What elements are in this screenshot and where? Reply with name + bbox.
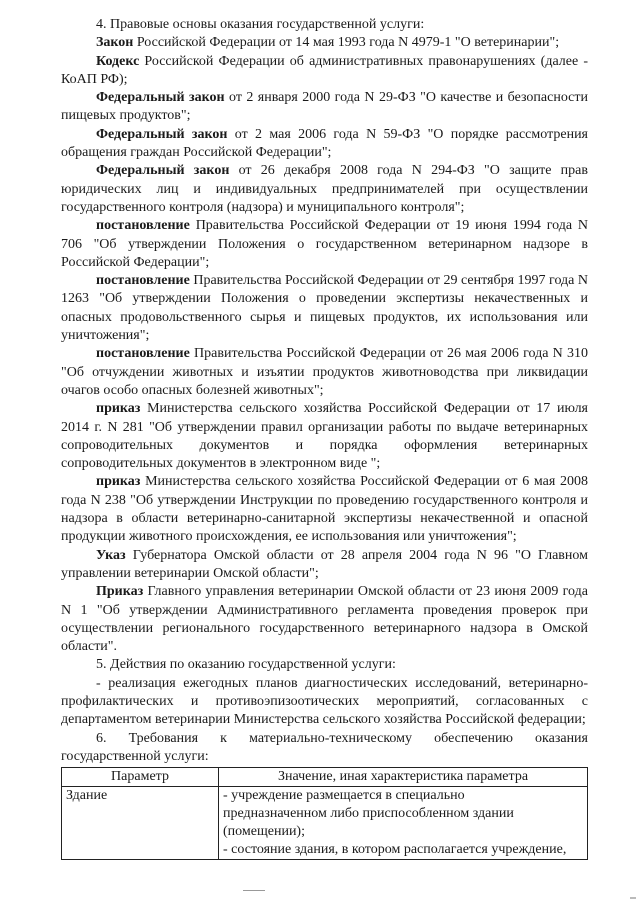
item-text: от 2 января 2000 года N 29-ФЗ "О качестве и безопасности пищевых продуктов";: [61, 90, 589, 124]
value-line: - учреждение размещается в специально: [223, 788, 465, 804]
table-row: [62, 787, 588, 860]
item-lead: Указ: [96, 547, 126, 563]
item-lead: Приказ: [96, 584, 144, 600]
item-text: Правительства Российской Федерации от 29 сентября 1997 года N 1263 "Об утверждении Положения о проведении экспертизы некачественных и опасных продовольственного сырья и пищевых продуктов, их использования или уничтожения";: [61, 273, 588, 344]
item-lead: постановление: [96, 273, 190, 289]
section-6-heading: 6. Требования к материально-техническому обеспечению оказания государственной услуги:: [61, 730, 588, 764]
item-lead: Федеральный закон: [96, 126, 228, 142]
legal-basis-item: [61, 89, 588, 126]
legal-basis-item: [61, 345, 588, 400]
item-text: Российской Федерации от 14 мая 1993 года N 4979-1 "О ветеринарии";: [133, 35, 560, 51]
item-lead: Кодекс: [96, 53, 140, 69]
legal-basis-item: [61, 400, 588, 473]
column-header-value: Значение, иная характеристика параметра: [219, 768, 588, 787]
legal-basis-item: [61, 126, 588, 163]
item-text: Российской Федерации об административных правонарушениях (далее - КоАП РФ);: [61, 53, 588, 87]
legal-basis-item: [61, 473, 588, 546]
item-lead: приказ: [96, 401, 141, 417]
item-lead: приказ: [96, 474, 141, 490]
table-header-row: [62, 768, 588, 787]
section-5-text: - реализация ежегодных планов диагностических исследований, ветеринарно-профилактических и противоэпизоотических мероприятий, согласованных с департаментом ветеринарии Министерства сельского хозяйства Российской федерации;: [61, 675, 588, 728]
scan-mark: [630, 897, 636, 899]
item-text: Правительства Российской Федерации от 26 мая 2006 года N 310 "Об отчуждении животных и изъятии продуктов животноводства при ликвидации очагов особо опасных болезней животных";: [61, 346, 588, 398]
value-line: - состояние здания, в котором располагается учреждение,: [223, 842, 567, 858]
legal-basis-item: [61, 34, 588, 52]
legal-basis-item: [61, 217, 588, 272]
table-cell-parameter: Здание: [62, 787, 219, 860]
item-lead: Федеральный закон: [96, 90, 225, 106]
column-header-parameter: Параметр: [62, 768, 219, 787]
item-text: Министерства сельского хозяйства Российской Федерации от 17 июля 2014 г. N 281 "Об утверждении правил организации работы по выдаче ветеринарных сопроводительных документов и порядка оформления ветеринарных сопроводительных документов в электронном виде ";: [61, 401, 588, 472]
item-text: Правительства Российской Федерации от 19 июня 1994 года N 706 "Об утверждении Положения о государственном ветеринарном надзоре в Российской Федерации";: [61, 218, 588, 270]
value-line: (помещении);: [223, 824, 305, 840]
item-text: Министерства сельского хозяйства Российской Федерации от 6 мая 2008 года N 238 "Об утверждении Инструкции по проведению государственного контроля и надзора в области ветеринарно-санитарной экспертизы некачественной и опасной продукции животного происхождения, ее использования или уничтожения";: [61, 474, 588, 545]
legal-basis-item: [61, 583, 588, 656]
legal-basis-item: [61, 547, 588, 584]
item-text: от 26 декабря 2008 года N 294-ФЗ "О защите прав юридических лиц и индивидуальных предпринимателей при осуществлении государственного контроля (надзора) и муниципального контроля";: [61, 163, 588, 215]
section-5-heading: 5. Действия по оказанию государственной услуги:: [96, 657, 396, 673]
legal-basis-item: [61, 53, 588, 90]
item-text: от 2 мая 2006 года N 59-ФЗ "О порядке рассмотрения обращения граждан Российской Федерации";: [61, 126, 588, 161]
item-lead: постановление: [96, 346, 190, 362]
item-lead: Федеральный закон: [96, 163, 230, 179]
document-body: [61, 16, 588, 860]
table-cell-value: [219, 787, 588, 860]
legal-basis-item: [61, 272, 588, 345]
legal-basis-item: [61, 162, 588, 217]
item-lead: постановление: [96, 218, 190, 234]
scan-mark: [243, 890, 265, 891]
item-text: Главного управления ветеринарии Омской области от 23 июня 2009 года N 1 "Об утверждении Административного регламента проведения проверок при осуществлении регионального государственного ветеринарного надзора в Омской области".: [61, 584, 588, 655]
item-text: Губернатора Омской области от 28 апреля 2004 года N 96 "О Главном управлении ветеринарии Омской области";: [61, 547, 588, 581]
section-4-heading: 4. Правовые основы оказания государственной услуги:: [96, 17, 425, 32]
requirements-table: [61, 767, 588, 860]
value-line: предназначенном либо приспособленном здании: [223, 806, 514, 822]
item-lead: Закон: [96, 35, 134, 51]
